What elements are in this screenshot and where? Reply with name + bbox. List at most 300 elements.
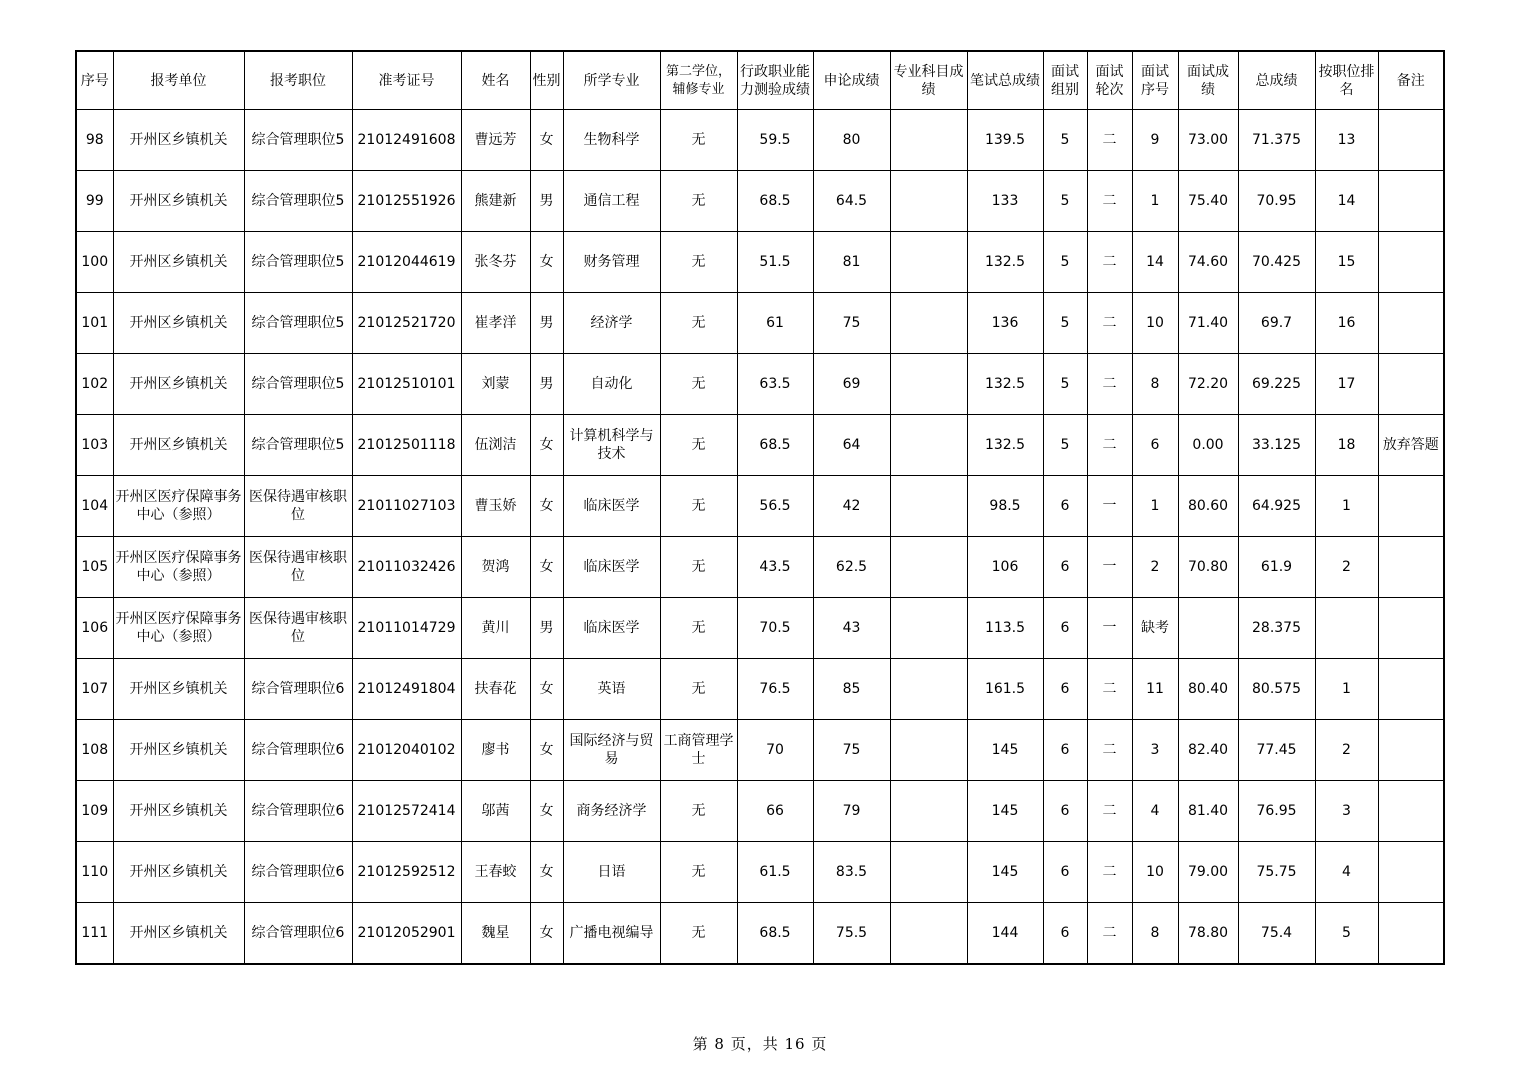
table-cell: 43 xyxy=(813,598,890,659)
table-cell xyxy=(1378,110,1444,171)
table-cell: 21011014729 xyxy=(352,598,461,659)
table-cell: 一 xyxy=(1087,537,1132,598)
table-cell: 女 xyxy=(530,903,563,965)
column-header: 行政职业能力测验成绩 xyxy=(737,51,813,110)
table-cell: 无 xyxy=(660,232,737,293)
table-cell: 生物科学 xyxy=(563,110,660,171)
table-cell: 70.425 xyxy=(1238,232,1315,293)
table-cell: 综合管理职位6 xyxy=(244,903,352,965)
table-cell: 51.5 xyxy=(737,232,813,293)
table-cell: 71.40 xyxy=(1178,293,1238,354)
table-cell xyxy=(1378,171,1444,232)
table-cell xyxy=(1178,598,1238,659)
column-header: 面试轮次 xyxy=(1087,51,1132,110)
table-cell: 5 xyxy=(1043,354,1087,415)
table-cell: 62.5 xyxy=(813,537,890,598)
table-row xyxy=(76,293,1444,354)
table-cell: 综合管理职位6 xyxy=(244,842,352,903)
results-table xyxy=(75,50,1445,965)
table-cell: 综合管理职位5 xyxy=(244,293,352,354)
table-cell: 103 xyxy=(76,415,113,476)
table-cell: 61.9 xyxy=(1238,537,1315,598)
table-cell: 综合管理职位5 xyxy=(244,354,352,415)
table-cell: 132.5 xyxy=(967,415,1043,476)
table-cell: 开州区乡镇机关 xyxy=(113,781,244,842)
table-cell: 5 xyxy=(1315,903,1378,965)
table-cell: 女 xyxy=(530,232,563,293)
table-cell: 99 xyxy=(76,171,113,232)
table-cell: 广播电视编导 xyxy=(563,903,660,965)
table-cell: 2 xyxy=(1315,720,1378,781)
table-cell: 经济学 xyxy=(563,293,660,354)
table-cell: 21012040102 xyxy=(352,720,461,781)
table-cell: 开州区医疗保障事务中心（参照） xyxy=(113,476,244,537)
table-cell: 69 xyxy=(813,354,890,415)
table-cell: 28.375 xyxy=(1238,598,1315,659)
table-cell: 144 xyxy=(967,903,1043,965)
table-cell: 64.5 xyxy=(813,171,890,232)
table-cell: 女 xyxy=(530,842,563,903)
table-cell: 63.5 xyxy=(737,354,813,415)
table-cell: 伍浏洁 xyxy=(461,415,530,476)
table-cell xyxy=(1378,659,1444,720)
table-cell: 17 xyxy=(1315,354,1378,415)
table-cell: 75.5 xyxy=(813,903,890,965)
table-cell: 曹远芳 xyxy=(461,110,530,171)
table-cell: 无 xyxy=(660,537,737,598)
table-cell: 21011032426 xyxy=(352,537,461,598)
table-cell: 69.225 xyxy=(1238,354,1315,415)
table-cell: 工商管理学士 xyxy=(660,720,737,781)
table-cell: 76.95 xyxy=(1238,781,1315,842)
table-cell: 2 xyxy=(1132,537,1178,598)
table-cell: 77.45 xyxy=(1238,720,1315,781)
table-cell: 133 xyxy=(967,171,1043,232)
table-cell: 6 xyxy=(1043,598,1087,659)
table-cell: 5 xyxy=(1043,293,1087,354)
table-cell xyxy=(1378,537,1444,598)
column-header: 总成绩 xyxy=(1238,51,1315,110)
table-cell xyxy=(890,842,967,903)
table-cell xyxy=(1378,781,1444,842)
table-cell: 68.5 xyxy=(737,903,813,965)
table-cell: 21011027103 xyxy=(352,476,461,537)
table-cell: 5 xyxy=(1043,171,1087,232)
table-cell: 自动化 xyxy=(563,354,660,415)
column-header: 笔试总成绩 xyxy=(967,51,1043,110)
column-header: 报考职位 xyxy=(244,51,352,110)
column-header: 姓名 xyxy=(461,51,530,110)
table-cell: 通信工程 xyxy=(563,171,660,232)
table-row xyxy=(76,171,1444,232)
table-cell: 男 xyxy=(530,598,563,659)
table-cell: 女 xyxy=(530,476,563,537)
column-header: 第二学位，辅修专业 xyxy=(660,51,737,110)
table-cell: 综合管理职位5 xyxy=(244,171,352,232)
table-cell: 111 xyxy=(76,903,113,965)
table-cell: 68.5 xyxy=(737,171,813,232)
table-cell: 医保待遇审核职位 xyxy=(244,537,352,598)
table-cell: 开州区医疗保障事务中心（参照） xyxy=(113,598,244,659)
table-cell: 101 xyxy=(76,293,113,354)
table-cell: 136 xyxy=(967,293,1043,354)
table-cell: 75.4 xyxy=(1238,903,1315,965)
table-row xyxy=(76,354,1444,415)
table-cell: 开州区乡镇机关 xyxy=(113,842,244,903)
table-cell: 无 xyxy=(660,781,737,842)
table-cell: 78.80 xyxy=(1178,903,1238,965)
table-cell: 68.5 xyxy=(737,415,813,476)
table-cell: 73.00 xyxy=(1178,110,1238,171)
table-cell: 开州区乡镇机关 xyxy=(113,659,244,720)
table-cell: 一 xyxy=(1087,598,1132,659)
table-cell: 132.5 xyxy=(967,232,1043,293)
table-cell: 日语 xyxy=(563,842,660,903)
table-cell: 二 xyxy=(1087,232,1132,293)
table-cell xyxy=(1315,598,1378,659)
table-cell: 6 xyxy=(1043,781,1087,842)
table-cell xyxy=(890,110,967,171)
table-cell: 6 xyxy=(1043,720,1087,781)
table-cell: 二 xyxy=(1087,659,1132,720)
table-cell: 6 xyxy=(1043,659,1087,720)
table-cell: 开州区乡镇机关 xyxy=(113,903,244,965)
table-row xyxy=(76,110,1444,171)
table-cell: 1 xyxy=(1315,659,1378,720)
table-header xyxy=(76,51,1444,110)
column-header: 面试组别 xyxy=(1043,51,1087,110)
table-cell: 21012491608 xyxy=(352,110,461,171)
table-cell: 无 xyxy=(660,842,737,903)
table-cell: 82.40 xyxy=(1178,720,1238,781)
table-cell: 无 xyxy=(660,110,737,171)
table-cell: 财务管理 xyxy=(563,232,660,293)
table-cell: 161.5 xyxy=(967,659,1043,720)
table-cell: 1 xyxy=(1132,171,1178,232)
table-cell: 145 xyxy=(967,720,1043,781)
table-cell: 崔孝洋 xyxy=(461,293,530,354)
table-row xyxy=(76,903,1444,965)
table-cell: 开州区乡镇机关 xyxy=(113,232,244,293)
table-cell: 70.5 xyxy=(737,598,813,659)
table-cell: 英语 xyxy=(563,659,660,720)
table-cell: 75 xyxy=(813,293,890,354)
table-cell: 一 xyxy=(1087,476,1132,537)
table-cell: 6 xyxy=(1043,903,1087,965)
table-cell: 女 xyxy=(530,781,563,842)
table-cell: 廖书 xyxy=(461,720,530,781)
table-cell xyxy=(890,537,967,598)
table-cell: 2 xyxy=(1315,537,1378,598)
table-cell: 无 xyxy=(660,903,737,965)
table-cell: 女 xyxy=(530,415,563,476)
table-cell: 二 xyxy=(1087,781,1132,842)
table-cell: 75.40 xyxy=(1178,171,1238,232)
table-cell: 80.575 xyxy=(1238,659,1315,720)
table-cell: 107 xyxy=(76,659,113,720)
table-cell: 6 xyxy=(1043,537,1087,598)
table-cell: 70.80 xyxy=(1178,537,1238,598)
table-cell: 综合管理职位6 xyxy=(244,781,352,842)
table-cell: 计算机科学与技术 xyxy=(563,415,660,476)
table-cell: 42 xyxy=(813,476,890,537)
table-cell: 59.5 xyxy=(737,110,813,171)
table-cell: 14 xyxy=(1132,232,1178,293)
table-cell: 64 xyxy=(813,415,890,476)
column-header: 报考单位 xyxy=(113,51,244,110)
table-cell: 二 xyxy=(1087,171,1132,232)
table-cell: 9 xyxy=(1132,110,1178,171)
table-cell: 开州区乡镇机关 xyxy=(113,110,244,171)
table-cell: 无 xyxy=(660,476,737,537)
table-cell: 72.20 xyxy=(1178,354,1238,415)
table-cell: 张冬芬 xyxy=(461,232,530,293)
column-header: 申论成绩 xyxy=(813,51,890,110)
table-cell: 二 xyxy=(1087,293,1132,354)
table-cell xyxy=(890,720,967,781)
table-cell: 黄川 xyxy=(461,598,530,659)
table-cell: 15 xyxy=(1315,232,1378,293)
table-cell: 113.5 xyxy=(967,598,1043,659)
table-cell: 145 xyxy=(967,842,1043,903)
table-cell: 10 xyxy=(1132,842,1178,903)
table-cell: 102 xyxy=(76,354,113,415)
table-cell: 76.5 xyxy=(737,659,813,720)
table-cell: 贺鸿 xyxy=(461,537,530,598)
table-cell: 女 xyxy=(530,720,563,781)
table-cell: 缺考 xyxy=(1132,598,1178,659)
table-cell xyxy=(890,354,967,415)
table-cell: 无 xyxy=(660,354,737,415)
table-cell: 21012501118 xyxy=(352,415,461,476)
table-row xyxy=(76,781,1444,842)
table-cell: 6 xyxy=(1132,415,1178,476)
table-cell xyxy=(890,476,967,537)
table-cell: 21012491804 xyxy=(352,659,461,720)
table-body xyxy=(76,110,1444,965)
table-cell: 8 xyxy=(1132,354,1178,415)
table-cell: 80 xyxy=(813,110,890,171)
table-cell: 21012052901 xyxy=(352,903,461,965)
table-row xyxy=(76,598,1444,659)
table-cell: 98 xyxy=(76,110,113,171)
table-cell: 临床医学 xyxy=(563,598,660,659)
table-cell: 132.5 xyxy=(967,354,1043,415)
table-cell: 13 xyxy=(1315,110,1378,171)
table-row xyxy=(76,720,1444,781)
table-cell: 104 xyxy=(76,476,113,537)
column-header: 面试序号 xyxy=(1132,51,1178,110)
table-cell: 5 xyxy=(1043,415,1087,476)
table-cell: 医保待遇审核职位 xyxy=(244,476,352,537)
table-cell: 21012510101 xyxy=(352,354,461,415)
table-cell: 3 xyxy=(1315,781,1378,842)
table-cell: 邬茜 xyxy=(461,781,530,842)
table-cell: 105 xyxy=(76,537,113,598)
table-cell: 61 xyxy=(737,293,813,354)
table-cell: 100 xyxy=(76,232,113,293)
table-cell: 6 xyxy=(1043,842,1087,903)
column-header: 准考证号 xyxy=(352,51,461,110)
table-cell: 开州区乡镇机关 xyxy=(113,720,244,781)
table-cell xyxy=(1378,720,1444,781)
table-cell: 10 xyxy=(1132,293,1178,354)
table-cell: 11 xyxy=(1132,659,1178,720)
table-cell: 81.40 xyxy=(1178,781,1238,842)
table-cell: 75 xyxy=(813,720,890,781)
table-cell: 二 xyxy=(1087,110,1132,171)
table-row xyxy=(76,537,1444,598)
table-cell: 二 xyxy=(1087,842,1132,903)
table-cell: 男 xyxy=(530,354,563,415)
table-cell: 开州区乡镇机关 xyxy=(113,171,244,232)
table-cell: 二 xyxy=(1087,354,1132,415)
table-cell: 二 xyxy=(1087,415,1132,476)
table-cell: 109 xyxy=(76,781,113,842)
table-cell: 64.925 xyxy=(1238,476,1315,537)
table-cell: 81 xyxy=(813,232,890,293)
table-cell: 男 xyxy=(530,293,563,354)
table-cell: 国际经济与贸易 xyxy=(563,720,660,781)
table-cell: 临床医学 xyxy=(563,537,660,598)
table-cell: 108 xyxy=(76,720,113,781)
table-cell: 79 xyxy=(813,781,890,842)
table-row xyxy=(76,415,1444,476)
table-cell: 综合管理职位6 xyxy=(244,720,352,781)
table-cell xyxy=(890,903,967,965)
table-cell: 曹玉娇 xyxy=(461,476,530,537)
table-cell: 21012044619 xyxy=(352,232,461,293)
table-cell: 85 xyxy=(813,659,890,720)
table-cell: 男 xyxy=(530,171,563,232)
table-cell: 5 xyxy=(1043,110,1087,171)
table-row xyxy=(76,476,1444,537)
table-cell: 145 xyxy=(967,781,1043,842)
table-cell xyxy=(890,293,967,354)
table-cell xyxy=(890,171,967,232)
table-cell: 71.375 xyxy=(1238,110,1315,171)
table-cell: 无 xyxy=(660,415,737,476)
table-cell: 70.95 xyxy=(1238,171,1315,232)
table-cell: 139.5 xyxy=(967,110,1043,171)
table-cell: 1 xyxy=(1315,476,1378,537)
table-cell: 18 xyxy=(1315,415,1378,476)
table-cell: 21012551926 xyxy=(352,171,461,232)
table-cell: 79.00 xyxy=(1178,842,1238,903)
table-cell: 医保待遇审核职位 xyxy=(244,598,352,659)
table-cell: 43.5 xyxy=(737,537,813,598)
table-cell xyxy=(890,415,967,476)
table-cell: 69.7 xyxy=(1238,293,1315,354)
table-cell: 无 xyxy=(660,293,737,354)
table-cell: 21012572414 xyxy=(352,781,461,842)
table-cell: 75.75 xyxy=(1238,842,1315,903)
table-cell xyxy=(1378,354,1444,415)
table-row xyxy=(76,842,1444,903)
table-cell: 6 xyxy=(1043,476,1087,537)
table-cell: 放弃答题 xyxy=(1378,415,1444,476)
table-cell: 16 xyxy=(1315,293,1378,354)
table-cell: 魏星 xyxy=(461,903,530,965)
column-header: 面试成绩 xyxy=(1178,51,1238,110)
table-cell: 女 xyxy=(530,110,563,171)
table-cell: 74.60 xyxy=(1178,232,1238,293)
table-cell xyxy=(1378,842,1444,903)
table-cell: 5 xyxy=(1043,232,1087,293)
table-cell: 0.00 xyxy=(1178,415,1238,476)
table-cell: 33.125 xyxy=(1238,415,1315,476)
table-cell: 综合管理职位5 xyxy=(244,110,352,171)
table-cell: 开州区乡镇机关 xyxy=(113,415,244,476)
table-cell: 熊建新 xyxy=(461,171,530,232)
table-cell xyxy=(890,781,967,842)
table-cell: 无 xyxy=(660,659,737,720)
table-cell: 开州区乡镇机关 xyxy=(113,293,244,354)
table-cell: 二 xyxy=(1087,903,1132,965)
table-cell: 66 xyxy=(737,781,813,842)
column-header: 按职位排名 xyxy=(1315,51,1378,110)
table-cell: 110 xyxy=(76,842,113,903)
table-row xyxy=(76,659,1444,720)
table-cell: 21012592512 xyxy=(352,842,461,903)
table-cell: 21012521720 xyxy=(352,293,461,354)
table-cell: 80.40 xyxy=(1178,659,1238,720)
table-cell: 98.5 xyxy=(967,476,1043,537)
table-cell xyxy=(1378,903,1444,965)
table-cell: 综合管理职位5 xyxy=(244,232,352,293)
table-cell: 开州区医疗保障事务中心（参照） xyxy=(113,537,244,598)
table-cell: 8 xyxy=(1132,903,1178,965)
table-cell: 1 xyxy=(1132,476,1178,537)
table-cell: 4 xyxy=(1132,781,1178,842)
table-cell xyxy=(890,232,967,293)
table-cell: 无 xyxy=(660,598,737,659)
table-cell: 14 xyxy=(1315,171,1378,232)
table-cell: 刘蒙 xyxy=(461,354,530,415)
table-cell xyxy=(890,598,967,659)
table-cell: 开州区乡镇机关 xyxy=(113,354,244,415)
table-cell: 综合管理职位6 xyxy=(244,659,352,720)
table-cell: 56.5 xyxy=(737,476,813,537)
table-cell: 扶春花 xyxy=(461,659,530,720)
column-header: 性别 xyxy=(530,51,563,110)
table-cell xyxy=(1378,232,1444,293)
column-header: 备注 xyxy=(1378,51,1444,110)
column-header: 序号 xyxy=(76,51,113,110)
table-cell xyxy=(1378,293,1444,354)
table-cell xyxy=(890,659,967,720)
table-cell: 女 xyxy=(530,659,563,720)
table-cell: 80.60 xyxy=(1178,476,1238,537)
table-cell: 4 xyxy=(1315,842,1378,903)
table-row xyxy=(76,232,1444,293)
table-cell xyxy=(1378,598,1444,659)
table-cell: 106 xyxy=(967,537,1043,598)
table-cell: 70 xyxy=(737,720,813,781)
column-header: 专业科目成绩 xyxy=(890,51,967,110)
table-cell xyxy=(1378,476,1444,537)
table-cell: 83.5 xyxy=(813,842,890,903)
header-row xyxy=(76,51,1444,110)
page-footer: 第 8 页，共 16 页 xyxy=(692,1035,828,1053)
column-header: 所学专业 xyxy=(563,51,660,110)
table-cell: 3 xyxy=(1132,720,1178,781)
table-cell: 综合管理职位5 xyxy=(244,415,352,476)
table-cell: 王春蛟 xyxy=(461,842,530,903)
table-cell: 106 xyxy=(76,598,113,659)
table-cell: 二 xyxy=(1087,720,1132,781)
table-cell: 61.5 xyxy=(737,842,813,903)
